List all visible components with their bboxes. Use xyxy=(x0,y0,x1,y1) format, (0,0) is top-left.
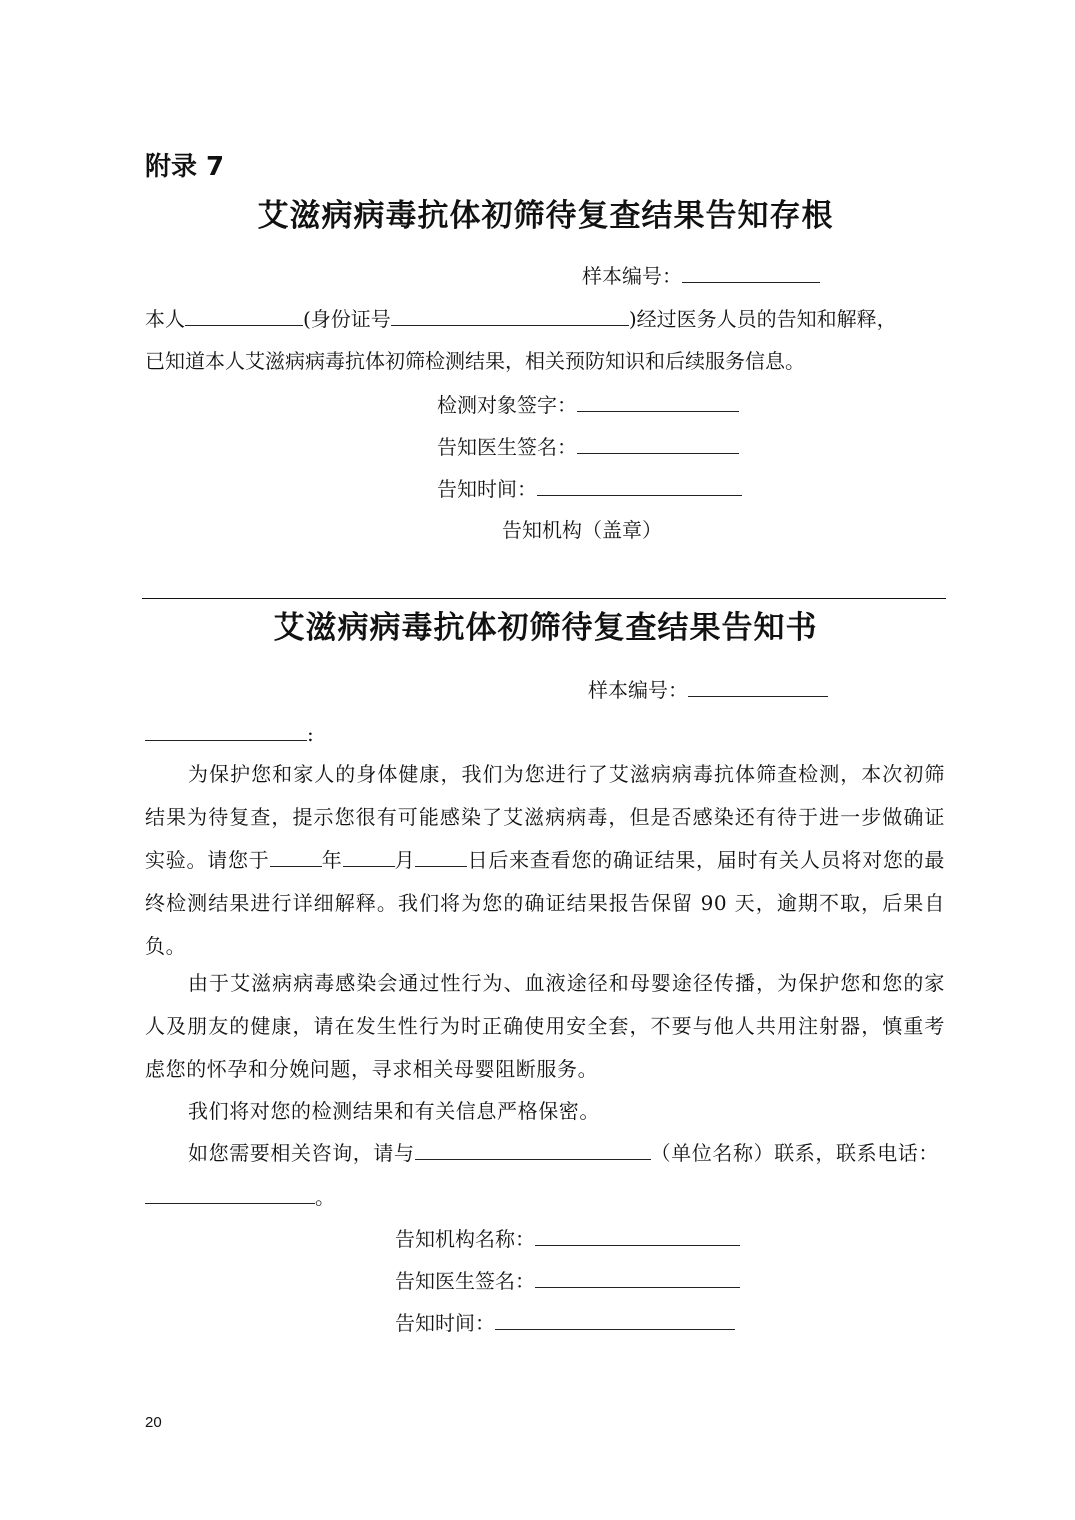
phone-line-end: 。 xyxy=(315,1185,335,1209)
appendix-label: 附录 7 xyxy=(145,152,225,182)
stub-title: 艾滋病病毒抗体初筛待复查结果告知存根 xyxy=(257,198,834,234)
stub-institution-seal: 告知机构（盖章） xyxy=(502,518,662,542)
notice-institution-name xyxy=(395,1225,740,1253)
stub-doctor-sign xyxy=(437,433,739,461)
consult-phone-field[interactable] xyxy=(145,1183,315,1204)
stub-time-field[interactable] xyxy=(537,475,742,496)
stub-line1-text-a: 本人 xyxy=(145,307,185,331)
stub-sample-no xyxy=(582,262,820,290)
notice-title: 艾滋病病毒抗体初筛待复查结果告知书 xyxy=(273,610,818,646)
return-day-field[interactable] xyxy=(415,846,467,867)
p1-text-b: 日后来查看您的确证结果，届时有关人员将对您的最终检测结果进行详细解释。我们将为您的确证结果报告保留 90 天，逾期不取，后果自负。 xyxy=(145,848,945,958)
notice-paragraph-4 xyxy=(145,1132,945,1175)
stub-id-number-field[interactable] xyxy=(391,305,629,326)
stub-line1-text-b: (身份证号 xyxy=(303,307,391,331)
notice-time-label: 告知时间： xyxy=(395,1311,495,1335)
notice-paragraph-1 xyxy=(145,753,945,968)
p4-text-b: （单位名称）联系，联系电话： xyxy=(650,1141,940,1165)
consult-unit-name-field[interactable] xyxy=(415,1139,651,1160)
notice-doctor-sign-field[interactable] xyxy=(535,1267,740,1288)
stub-doctor-sign-field[interactable] xyxy=(577,433,739,454)
stub-sample-no-field[interactable] xyxy=(682,262,820,283)
notice-salutation xyxy=(145,720,314,748)
stub-sample-no-label: 样本编号： xyxy=(582,264,682,288)
stub-line1-text-c: )经过医务人员的告知和解释， xyxy=(628,307,897,331)
salutation-colon: : xyxy=(307,722,314,746)
p1-month-text: 月 xyxy=(394,848,416,872)
stub-subject-sign-label: 检测对象签字： xyxy=(437,393,577,417)
notice-phone-line xyxy=(145,1183,335,1211)
notice-recipient-field[interactable] xyxy=(145,720,307,741)
notice-doctor-sign xyxy=(395,1267,740,1295)
page-number: 20 xyxy=(145,1414,162,1431)
notice-institution-name-label: 告知机构名称： xyxy=(395,1227,535,1251)
notice-time-field[interactable] xyxy=(495,1309,735,1330)
return-year-field[interactable] xyxy=(270,846,322,867)
notice-institution-name-field[interactable] xyxy=(535,1225,740,1246)
return-month-field[interactable] xyxy=(343,846,395,867)
stub-subject-sign xyxy=(437,391,739,419)
notice-paragraph-2: 由于艾滋病病毒感染会通过性行为、血液途径和母婴途径传播，为保护您和您的家人及朋友的健康，请在发生性行为时正确使用安全套，不要与他人共用注射器，慎重考虑您的怀孕和分娩问题，寻求相关母婴阻断服务。 xyxy=(145,971,945,1081)
p1-text-a: 为保护您和家人的身体健康，我们为您进行了艾滋病病毒抗体筛查检测，本次初筛结果为待复查，提示您很有可能感染了艾滋病病毒，但是否感染还有待于进一步做确证实验。请您于 xyxy=(145,762,945,872)
notice-doctor-sign-label: 告知医生签名： xyxy=(395,1269,535,1293)
notice-paragraph-3: 我们将对您的检测结果和有关信息严格保密。 xyxy=(188,1099,600,1123)
stub-line-2: 已知道本人艾滋病病毒抗体初筛检测结果，相关预防知识和后续服务信息。 xyxy=(145,349,805,373)
stub-time-label: 告知时间： xyxy=(437,477,537,501)
cut-line-divider xyxy=(142,598,946,599)
stub-time xyxy=(437,475,742,503)
notice-sample-no-label: 样本编号： xyxy=(588,678,688,702)
stub-subject-sign-field[interactable] xyxy=(577,391,739,412)
notice-sample-no-field[interactable] xyxy=(688,676,828,697)
stub-name-field[interactable] xyxy=(185,305,303,326)
stub-doctor-sign-label: 告知医生签名： xyxy=(437,435,577,459)
p4-text-a: 如您需要相关咨询，请与 xyxy=(188,1141,415,1165)
stub-line-1 xyxy=(145,305,897,333)
p1-year-text: 年 xyxy=(321,848,343,872)
notice-sample-no xyxy=(588,676,828,704)
notice-time xyxy=(395,1309,735,1337)
